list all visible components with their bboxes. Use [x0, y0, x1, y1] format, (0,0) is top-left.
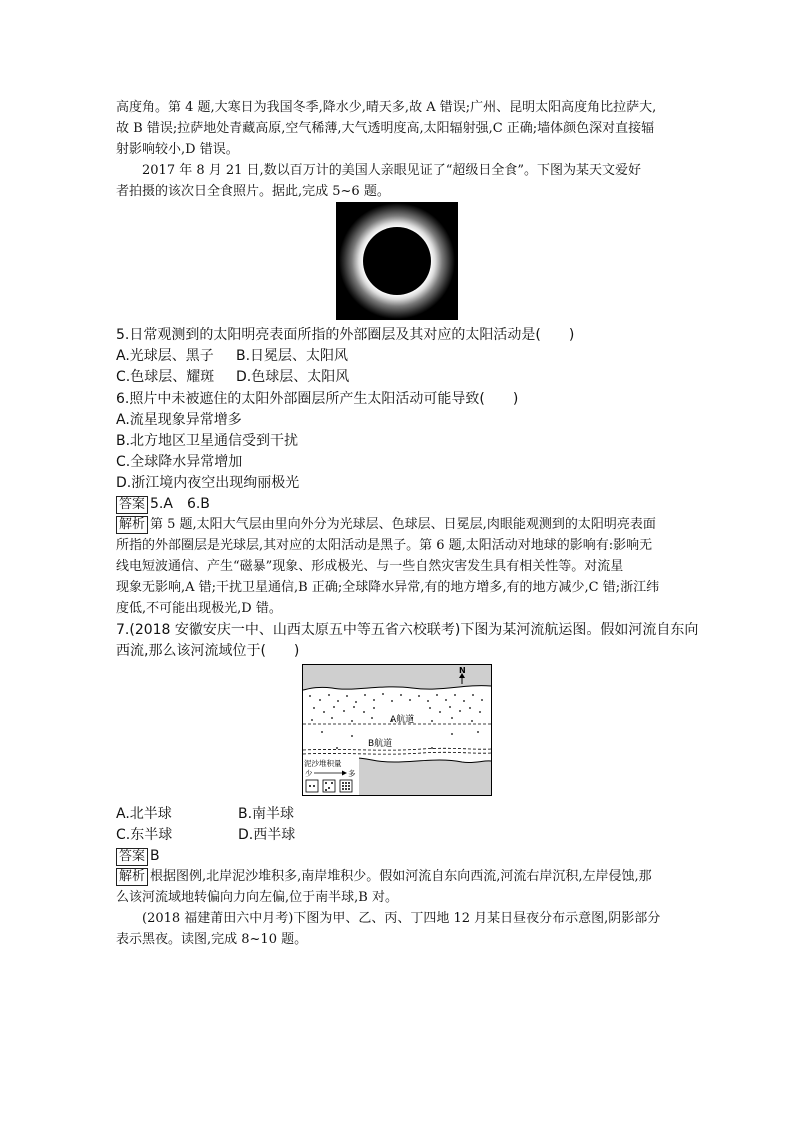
- sediment-legend: [303, 757, 359, 795]
- route-b-label: B航道: [368, 739, 393, 749]
- q7-option-a[interactable]: A.北半球: [116, 806, 172, 822]
- analysis-5-6-line-4: 现象无影响,A 错;干扰卫星通信,B 正确;全球降水异常,有的地方增多,有的地方减少,C 错;浙江纬: [116, 580, 660, 595]
- q6-stem: 6.照片中未被遮住的太阳外部圈层所产生太阳活动可能导致( ): [116, 391, 519, 407]
- analysis-tag: 解析: [116, 516, 148, 534]
- q7-stem-line-1: 7.(2018 安徽安庆一中、山西太原五中等五省六校联考)下图为某河流航运图。假如河流自东向: [116, 622, 699, 638]
- answer-7: [116, 846, 160, 867]
- route-a-label: A航道: [390, 715, 415, 725]
- q5-option-c[interactable]: C.色球层、耀斑: [116, 369, 215, 385]
- q5-stem: 5.日常观测到的太阳明亮表面所指的外部圈层及其对应的太阳活动是( ): [116, 327, 575, 343]
- answer-tag: 答案: [116, 848, 148, 866]
- solar-eclipse-photo: [336, 202, 458, 320]
- prev-analysis-line-3: 射影响较小,D 错误。: [116, 142, 239, 157]
- analysis-7-text-1: 根据图例,北岸泥沙堆积多,南岸堆积少。假如河流自东向西流,河流右岸沉积,左岸侵蚀,那: [150, 869, 652, 884]
- analysis-7-line-1: [116, 867, 652, 887]
- analysis-5-6-text-1: 第 5 题,太阳大气层由里向外分为光球层、色球层、日冕层,肉眼能观测到的太阳明亮表面: [150, 517, 656, 532]
- analysis-5-6-line-2: 所指的外部圈层是光球层,其对应的太阳活动是黑子。第 6 题,太阳活动对地球的影响有:影响无: [116, 538, 653, 553]
- north-label: N: [459, 666, 466, 675]
- q6-option-a[interactable]: A.流星现象异常增多: [116, 412, 242, 428]
- prev-analysis-line-2: 故 B 错误;拉萨地处青藏高原,空气稀薄,大气透明度高,太阳辐射强,C 正确;墙体颜色深对直接辐: [116, 121, 655, 136]
- analysis-tag: 解析: [116, 868, 148, 886]
- intro-8-10-line-1: (2018 福建莆田六中月考)下图为甲、乙、丙、丁四地 12 月某日昼夜分布示意图,阴影部分: [142, 911, 661, 926]
- answer-5-6-text: 5.A 6.B: [150, 496, 210, 512]
- q7-stem-line-2: 西流,那么该河流域位于( ): [116, 643, 300, 659]
- legend-more: 多: [348, 769, 356, 778]
- answer-7-text: B: [150, 848, 160, 864]
- answer-tag: 答案: [116, 496, 148, 514]
- intro-8-10-line-2: 表示黑夜。读图,完成 8~10 题。: [116, 932, 308, 947]
- q6-option-b[interactable]: B.北方地区卫星通信受到干扰: [116, 433, 299, 449]
- q7-option-d[interactable]: D.西半球: [238, 827, 296, 843]
- q6-option-d[interactable]: D.浙江境内夜空出现绚丽极光: [116, 475, 300, 491]
- q6-option-c[interactable]: C.全球降水异常增加: [116, 454, 243, 470]
- q5-option-a[interactable]: A.光球层、黑子: [116, 348, 214, 364]
- analysis-5-6-line-1: [116, 515, 656, 535]
- analysis-5-6-line-3: 线电短波通信、产生“磁暴”现象、形成极光、与一些自然灾害发生具有相关性等。对流星: [116, 559, 624, 574]
- prev-analysis-line-1: 高度角。第 4 题,大寒日为我国冬季,降水少,晴天多,故 A 错误;广州、昆明太阳高度角比拉萨大,: [116, 100, 657, 115]
- q5-option-b[interactable]: B.日冕层、太阳风: [236, 348, 349, 364]
- analysis-5-6-line-5: 度低,不可能出现极光,D 错。: [116, 601, 282, 616]
- legend-title: 泥沙堆积量: [304, 759, 342, 768]
- intro-5-6-line-2: 者拍摄的该次日全食照片。据此,完成 5~6 题。: [116, 184, 390, 199]
- q5-option-d[interactable]: D.色球层、太阳风: [236, 369, 350, 385]
- q7-option-b[interactable]: B.南半球: [238, 806, 295, 822]
- q7-option-c[interactable]: C.东半球: [116, 827, 173, 843]
- answer-5-6: [116, 494, 210, 515]
- intro-5-6-line-1: 2017 年 8 月 21 日,数以百万计的美国人亲眼见证了“超级日全食”。下图为某天文爱好: [142, 163, 641, 178]
- river-navigation-map: [302, 664, 492, 796]
- analysis-7-line-2: 么该河流域地转偏向力向左偏,位于南半球,B 对。: [116, 890, 398, 905]
- legend-less: 少: [305, 769, 313, 778]
